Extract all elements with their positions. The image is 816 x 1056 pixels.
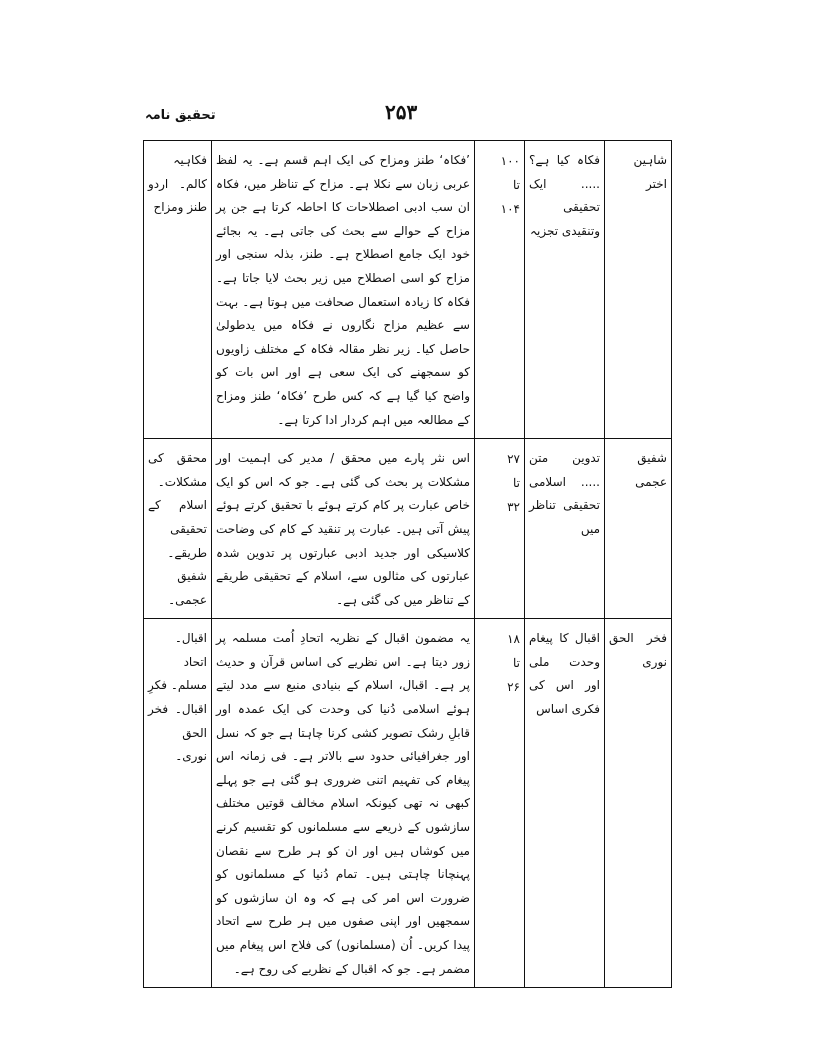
annotation-table <box>143 140 672 988</box>
page-to-label: تا <box>513 476 520 491</box>
summary-cell: ’فکاہ‘ طنز ومزاح کی ایک اہم قسم ہے۔ یہ لفظ عربی زبان سے نکلا ہے۔ مزاح کے تناظر میں، فکاہ ان سب ادبی اصطلاحات کا احاطہ کرتا ہے جن پر مزاح کے حوالے سے بحث کی جاتی ہے۔ یہ بجائے خود ایک جامع اصطلاح ہے۔ طنز، بذلہ سنجی اور مزاح کو اسی اصطلاح میں زیر بحث لایا جاتا ہے۔ فکاہ کا زیادہ استعمال صحافت میں ہوتا ہے۔ بہت سے عظیم مزاح نگاروں نے فکاہ میں یدطولیٰ حاصل کیا۔ زیر نظر مقالہ فکاہ کے مختلف زاویوں کو سمجھنے کی ایک سعی ہے اور اس بات کو واضح کیا گیا ہے کہ کس طرح ’فکاہ‘ طنز ومزاح کے مطالعہ میں اہم کردار ادا کرتا ہے۔ <box>212 141 475 439</box>
page-from: ۱۸ <box>507 632 520 647</box>
summary-cell: یہ مضمون اقبال کے نظریہ اتحادِ اُمت مسلمہ پر زور دیتا ہے۔ اس نظریے کی اساس قرآن و حدیث پر ہے۔ اقبال، اسلام کے بنیادی منبع سے مدد لیتے ہوئے اسلامی دُنیا کی وحدت کی ایک عمدہ اور قابلِ رشک تصویر کشی کرنا چاہتا ہے جو کہ نسل اور جغرافیائی حدود سے بالاتر ہے۔ فی زمانہ اس پیغام کی تفہیم اتنی ضروری ہو گئی ہے جو پہلے کبھی نہ تھی کیونکہ اسلام مخالف قوتیں مختلف سازشوں کے ذریعے سے مسلمانوں کو تقسیم کرنے میں کوشاں ہیں اور ان کو ہر طرح سے نقصان پہنچانا چاہتی ہیں۔ تمام دُنیا کے مسلمانوں کو ضرورت اس امر کی ہے کہ وہ ان سازشوں کو سمجھیں اور اپنی صفوں میں ہر طرح سے اتحاد پیدا کریں۔ اُن (مسلمانوں) کی فلاح اس پیغام میں مضمر ہے۔ جو کہ اقبال کے نظریے کی روح ہے۔ <box>212 619 475 988</box>
page-to-label: تا <box>513 656 520 671</box>
title-cell: تدوین متن ..... اسلامی تحقیقی تناظر میں <box>525 439 605 619</box>
journal-title: تحقیق نامہ <box>145 108 216 123</box>
pages-cell <box>475 439 525 619</box>
table-row <box>144 141 672 439</box>
page-number: ۲۵۳ <box>385 100 418 124</box>
page-to-label: تا <box>513 178 520 192</box>
summary-cell: اس نثر پارے میں محقق / مدیر کی اہمیت اور مشکلات پر بحث کی گئی ہے۔ جو کہ اس کو ایک خاص عبارت پر کام کرتے ہوئے با تحقیق کرتے ہوئے پیش آتی ہیں۔ عبارت پر تنقید کے کام کی وضاحت کلاسیکی اور جدید ادبی عبارتوں پر تدوین شدہ عبارتوں کی مثالوں سے، اسلام کے تحقیقی طریقے کے تناظر میں کی گئی ہے۔ <box>212 439 475 619</box>
pages-cell <box>475 141 525 439</box>
page-to: ۱۰۴ <box>500 202 520 216</box>
author-cell: فخر الحق نوری <box>605 619 672 988</box>
author-cell: شفیق عجمی <box>605 439 672 619</box>
pages-cell <box>475 619 525 988</box>
page-to: ۳۲ <box>507 500 520 515</box>
table-row <box>144 619 672 988</box>
title-cell: اقبال کا پیغام وحدت ملی اور اس کی فکری اساس <box>525 619 605 988</box>
keywords-cell: محقق کی مشکلات۔ اسلام کے تحقیقی طریقے۔ شفیق عجمی۔ <box>144 439 212 619</box>
title-cell: فکاہ کیا ہے؟ ..... ایک تحقیقی وتنقیدی تجزیہ <box>525 141 605 439</box>
keywords-cell: فکاہیہ کالم۔ اردو طنز ومزاح <box>144 141 212 439</box>
author-cell: شاہین اختر <box>605 141 672 439</box>
page-from: ۱۰۰ <box>500 154 520 168</box>
page-from: ۲۷ <box>507 452 520 467</box>
page-to: ۲۶ <box>507 680 520 695</box>
keywords-cell: اقبال۔ اتحاد مسلم۔ فکرِ اقبال۔ فخر الحق نوری۔ <box>144 619 212 988</box>
table-row <box>144 439 672 619</box>
